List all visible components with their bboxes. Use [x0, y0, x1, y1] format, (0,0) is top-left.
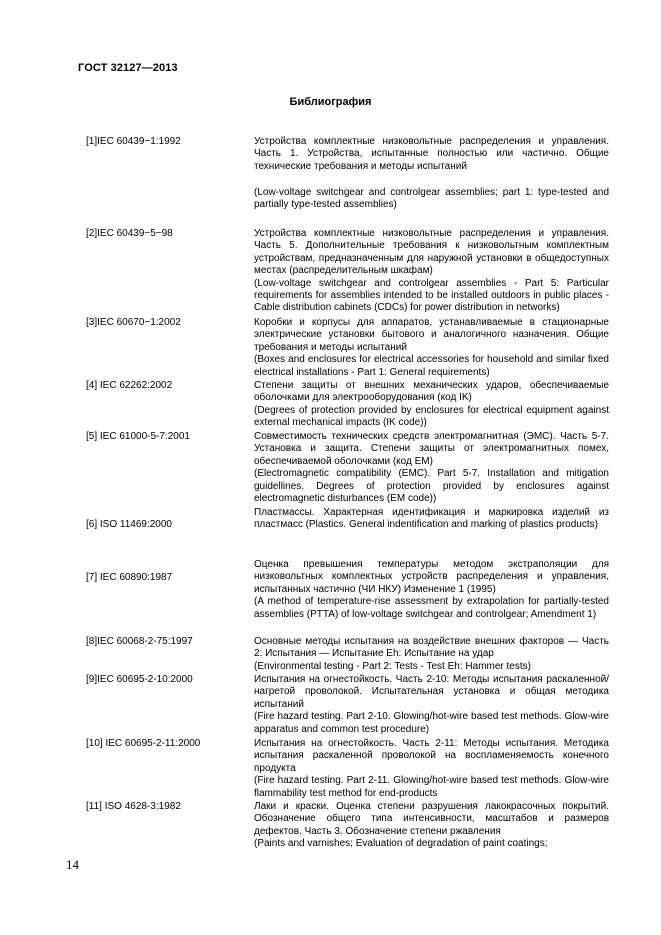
page-title: Библиография — [289, 96, 372, 108]
entry-5-text — [254, 431, 609, 505]
entry-10-en: (Fire hazard testing. Part 2-11. Glowing/hot-wire based test methods. Glow-wire flammability test method for end-products — [254, 775, 609, 799]
entry-11-ru: Лаки и краски. Оценка степени разрушения лакокрасочных покрытий. Обозначение общего типа интенсивности, масштабов и размеров дефектов. Часть 3. Обозначение степени ржавления — [254, 801, 609, 837]
entry-11-text — [254, 801, 609, 851]
entry-11-en: (Paints and varnishes; Evaluation of degradation of paint coatings; — [254, 838, 548, 850]
standard-header: ГОСТ 32127—2013 — [78, 62, 178, 74]
entry-10-ru: Испытания на огнестойкость. Часть 2-11: Методы испытания. Методика испытания раскаленной проволокой на воспламеняемость конечного продукта — [254, 738, 609, 774]
ref-6: [6] ISO 11469:2000 — [86, 519, 172, 530]
ref-2: [2]IEC 60439−5−98 — [86, 228, 173, 239]
entry-6-text — [254, 507, 609, 532]
ref-3: [3]IEC 60670−1:2002 — [86, 317, 181, 328]
entry-2-en: (Low-voltage switchgear and controlgear assemblies - Part 5: Particular requirements for assemblies intended to be installed outdoors in public places - Cable distribution cabinets (CDCs) for power distribution in networks) — [254, 277, 609, 314]
entry-3-text — [254, 317, 609, 379]
entry-1-en-wrap — [254, 187, 609, 212]
ref-4: [4] IEC 62262:2002 — [86, 380, 173, 391]
entry-9-en: (Fire hazard testing. Part 2-10. Glowing/hot-wire based test methods. Glow-wire apparatus and common test procedure) — [254, 711, 609, 735]
ref-8: [8]IEC 60068-2-75:1997 — [86, 636, 193, 647]
entry-4-text — [254, 380, 609, 430]
entry-3-ru: Коробки и корпусы для аппаратов, устанавливаемые в стационарные электрические установки бытового и аналогичного назначения. Общие требования и методы испытаний — [254, 317, 609, 353]
entry-6-ru: Пластмассы. Характерная идентификация и маркировка изделий из пластмасс (Plastics. General indentification and marking of plastics products) — [254, 507, 609, 531]
entry-9-text — [254, 674, 609, 736]
entry-1-ru: Устройства комплектные низковольтные распределения и управления. Часть 1. Устройства, испытанные полностью или частично. Общие технические требования и методы испытаний — [254, 136, 609, 172]
entry-5-ru: Совместимость технических средств электромагнитная (ЭМС). Часть 5-7. Установка и защита. Степени защиты от электромагнитных помех, обеспечиваемой оболочками (код ЕМ) — [254, 431, 609, 467]
entry-10-text — [254, 738, 609, 800]
entry-1-text — [254, 136, 609, 173]
entry-5-en: (Electromagnetic compatibility (EMC). Part 5-7. Installation and mitigation guidellines. Degrees of protection provided by enclosures against electromagnetic disturbances (EM code)) — [254, 468, 609, 505]
page-number: 14 — [66, 857, 79, 872]
ref-10: [10] IEC 60695-2-11:2000 — [86, 738, 201, 749]
ref-5: [5] IEC 61000-5-7:2001 — [86, 431, 190, 442]
entry-4-en: (Degrees of protection provided by enclosures for electrical equipment against external mechanical impacts (IK code)) — [254, 404, 609, 429]
entry-1-en: (Low-voltage switchgear and controlgear assemblies; part 1: type-tested and partially type-tested assemblies) — [254, 187, 609, 211]
entry-8-en: (Environmental testing - Part 2: Tests - Test Eh: Hammer tests) — [254, 660, 531, 672]
ref-9: [9]IEC 60695-2-10:2000 — [86, 674, 193, 685]
entry-3-en: (Boxes and enclosures for electrical accessories for household and similar fixed electrical installations - Part 1: General requirements) — [254, 354, 609, 378]
entry-7-ru: Оценка превышения температуры методом экстраполяции для низковольтных комплектных устройств распределения и управления, испытанных частично (ЧИ НКУ) Изменение 1 (1995) — [254, 559, 609, 595]
entry-8-ru: Основные методы испытания на воздействие внешних факторов — Часть 2: Испытания — Испытание Eh: Испытание на удар — [254, 636, 609, 660]
ref-1: [1]IEC 60439−1:1992 — [86, 136, 181, 147]
entry-7-text — [254, 559, 609, 621]
entry-2-text — [254, 228, 609, 315]
entry-4-ru: Степени защиты от внешних механических ударов, обеспечиваемые оболочками для электрооборудования (код IK) — [254, 380, 609, 404]
ref-7: [7] IEC 60890:1987 — [86, 572, 173, 583]
entry-2-ru: Устройства комплектные низковольтные распределения и управления. Часть 5. Дополнительные требования к низковольтным комплектным устройствам, предназначенным для наружной установки в общедоступных местах (распределительным шкафам) — [254, 228, 609, 277]
ref-11: [11] ISO 4628-3:1982 — [86, 801, 181, 812]
entry-9-ru: Испытания на огнестойкость. Часть 2-10: Методы испытания раскаленной/нагретой проволокой. Испытательная установка и общая методика испытаний — [254, 674, 609, 710]
entry-7-en: (A method of temperature-rise assessment by extrapolation for partially-tested assemblies (PTTA) of low-voltage switchgear and controlgear; Amendment 1) — [254, 596, 609, 620]
entry-8-text — [254, 636, 609, 673]
